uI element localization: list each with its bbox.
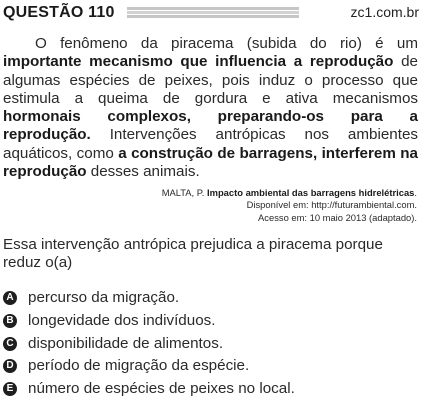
option-text: percurso da migração. (28, 289, 180, 306)
option-letter-badge: D (3, 359, 17, 373)
passage-emphasis: a construção de barragens, interferem na reprodução (3, 144, 419, 181)
source-citation (57, 187, 417, 224)
option-text: longevidade dos indivíduos. (28, 311, 216, 329)
passage-segment: desses animais. (86, 163, 200, 181)
question-header (3, 3, 421, 23)
passage-emphasis: hormonais complexos, preparando-os para a reprodução. (3, 108, 418, 144)
option-letter-badge: B (3, 314, 17, 328)
passage-segment: Intervenções antrópicas nos ambientes aquáticos, como (3, 126, 418, 162)
question-stem (3, 236, 421, 273)
option-letter-badge: A (3, 291, 17, 305)
header-divider-band (127, 11, 299, 14)
citation-accessed: Acesso em: 10 maio 2013 (adaptado). (258, 211, 417, 223)
site-label: zc1.com.br (350, 4, 419, 20)
header-divider-band (127, 15, 299, 18)
option-text: período de migração da espécie. (28, 357, 250, 375)
header-divider-band (127, 7, 299, 10)
citation-title-end: . (414, 187, 417, 198)
citation-author: MALTA, P. (161, 187, 208, 198)
question-stem-line: Essa intervenção antrópica prejudica a piracema porque (3, 236, 383, 253)
passage-paragraph (3, 35, 418, 181)
option-letter-badge: C (3, 337, 17, 351)
answer-option-c[interactable] (3, 333, 421, 355)
citation-available: Disponível em: http://futurambiental.com. (246, 199, 417, 211)
passage-segment: O fenômeno da piracema (subida do rio) é um (35, 35, 418, 52)
answer-option-a[interactable] (3, 287, 421, 309)
citation-reference (57, 187, 417, 199)
citation-title: Impacto ambiental das barragens hidrelétricas (207, 187, 415, 198)
answer-option-d[interactable] (3, 355, 421, 377)
passage-text (3, 35, 418, 181)
question-stem-line: reduz o(a) (3, 254, 73, 272)
question-number: QUESTÃO 110 (3, 4, 115, 21)
option-letter-badge: E (3, 382, 17, 396)
answer-option-e[interactable] (3, 378, 421, 400)
answer-options (3, 287, 421, 401)
header-divider (127, 7, 299, 18)
answer-option-b[interactable] (3, 310, 421, 332)
passage-emphasis: importante mecanismo que influencia a reprodução (3, 53, 394, 71)
option-text: disponibilidade de alimentos. (28, 334, 224, 352)
passage-segment: de algumas espécies de peixes, pois induz o processo que estimula a queima de gordura e ativa mecanismos (3, 53, 418, 107)
option-text: número de espécies de peixes no local. (28, 380, 295, 398)
